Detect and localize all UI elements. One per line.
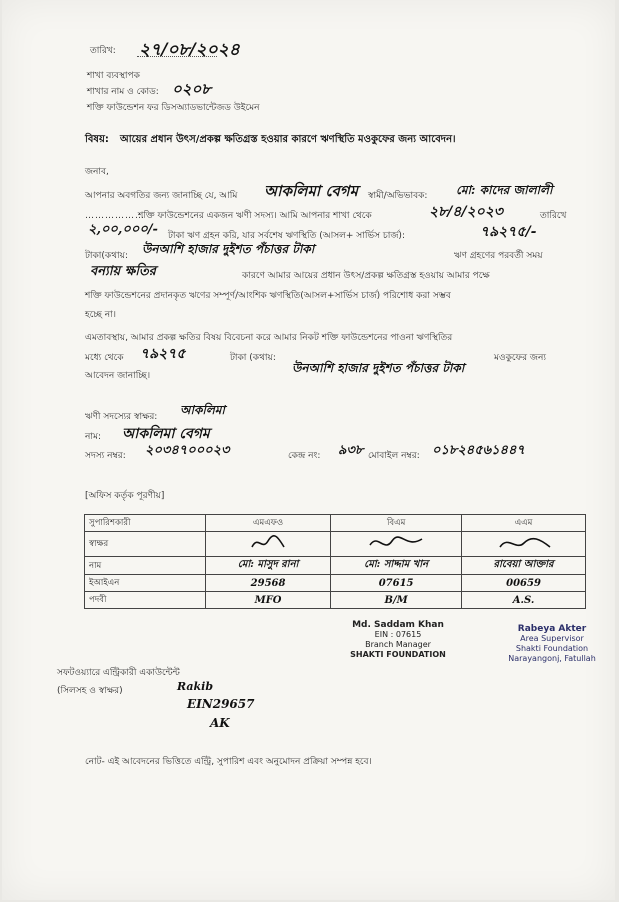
- dots-1: ………………: [85, 211, 145, 221]
- member-signature-label: ঋণী সদস্যের স্বাক্ষর:: [85, 412, 158, 422]
- row-label-signature: স্বাক্ষর: [85, 532, 206, 557]
- am-stamp-place: Narayangonj, Fatullah: [508, 654, 596, 663]
- table-row: [85, 532, 586, 557]
- bm-name: মো: সাদ্দাম খান: [331, 557, 462, 575]
- waiver-amount-hand: ৭৯২৭৫: [140, 346, 186, 362]
- body-p1-b: স্বামী/অভিভাবক:: [368, 191, 428, 201]
- bm-stamp: [336, 620, 460, 660]
- loan-amount-hand: ২,০০,০০০/-: [88, 222, 158, 237]
- am-stamp-name: Rabeya Akter: [517, 624, 587, 634]
- mfo-name: মো: মাসুদ রানা: [206, 557, 331, 575]
- am-signature: [462, 532, 586, 557]
- accountant-sign-3: AK: [210, 716, 230, 730]
- branch-label: শাখার নাম ও কোড:: [87, 87, 159, 97]
- body-p2-e: আবেদন জানাচ্ছি।: [85, 371, 151, 381]
- center-label: কেন্দ্র নং:: [288, 451, 321, 461]
- balance-hand: ৭৯২৭৫/-: [480, 224, 537, 240]
- am-name: রাবেয়া আক্তার: [462, 557, 586, 575]
- salutation: জনাব,: [85, 167, 109, 177]
- am-ein: 00659: [462, 575, 586, 592]
- table-row: [85, 592, 586, 609]
- body-p1-f: টাকা(কথায়:: [85, 251, 128, 261]
- body-p1-c: শক্তি ফাউন্ডেশনের একজন ঋণী সদস্য। আমি আপনার শাখা থেকে: [138, 211, 372, 221]
- member-name-value: আকলিমা বেগম: [122, 426, 210, 442]
- subject-label: বিষয়:: [85, 134, 109, 145]
- row-label-ein: ইআইএন: [85, 575, 206, 592]
- body-p1-j: হচ্ছে না।: [85, 310, 116, 320]
- am-stamp-org: Shakti Foundation: [515, 644, 589, 653]
- accountant-label: সফটওয়্যারে এন্ট্রিকারী একাউন্টেন্ট: [57, 668, 180, 678]
- accountant-sign-2: EIN29657: [187, 697, 255, 711]
- member-id-label: সদস্য নম্বর:: [85, 451, 126, 461]
- bm-signature: [331, 532, 462, 557]
- row-label-name: নাম: [85, 557, 206, 575]
- branch-value: ০২০৮: [172, 80, 211, 98]
- date-value: ২৭/০৮/২০২৪: [139, 40, 240, 60]
- mobile-label: মোবাইল নম্বর:: [368, 451, 420, 461]
- application-form: [2, 0, 615, 900]
- mfo-designation: MFO: [206, 592, 331, 609]
- body-p2-d: মওকুফের জন্য: [494, 353, 546, 363]
- bm-ein: 07615: [331, 575, 462, 592]
- mfo-signature: [206, 532, 331, 557]
- table-row: [85, 515, 586, 532]
- body-p2-a: এমতাবস্থায়, আমার প্রকল্প ক্ষতির বিষয় বিবেচনা করে আমার নিকট শক্তি ফাউন্ডেশনের পাওনা ঋণস্থিতির: [85, 333, 453, 343]
- org-line: শক্তি ফাউন্ডেশন ফর ডিসঅ্যাডভান্টেজড উইমেন: [87, 103, 260, 113]
- date-line: [137, 56, 217, 57]
- member-name-hand: আকলিমা বেগম: [264, 182, 358, 200]
- date-label: তারিখ:: [90, 46, 116, 56]
- col-header-bm: বিএম: [331, 515, 462, 532]
- member-name-label: নাম:: [85, 432, 102, 442]
- mfo-signature-mark: [248, 533, 288, 553]
- col-header-mfo: এমএফও: [206, 515, 331, 532]
- balance-words-hand: উনআশি হাজার দুইশত পঁচাত্তর টাকা: [142, 242, 315, 256]
- office-section-label: [অফিস কর্তৃক পূরণীয়]: [85, 491, 165, 501]
- reason-hand: বন্যায় ক্ষতির: [90, 264, 156, 279]
- am-stamp: [502, 624, 602, 664]
- mobile-value: ০১৮২৪৫৬১৪৪৭: [432, 443, 525, 458]
- bm-designation: B/M: [331, 592, 462, 609]
- bm-stamp-name: Md. Saddam Khan: [352, 620, 444, 630]
- body-p1-h: কারণে আমার আয়ের প্রধান উৎস/প্রকল্প ক্ষতিগ্রস্ত হওয়ায় আমার পক্ষে: [242, 271, 490, 281]
- body-p1-i: শক্তি ফাউন্ডেশনের প্রদানকৃত ঋণের সম্পূর্ণ/আংশিক ঋণস্থিতি(আসল+সার্ভিস চার্জ) পরিশোধ করা সম্ভব: [85, 291, 451, 301]
- mfo-ein: 29568: [206, 575, 331, 592]
- am-designation: A.S.: [462, 592, 586, 609]
- accountant-sign-1: Rakib: [177, 680, 214, 693]
- guardian-hand: মো: কাদের জালালী: [456, 183, 553, 197]
- waiver-words-hand: উনআশি হাজার দুইশত পঁচাত্তর টাকা: [292, 361, 465, 375]
- body-p2-c: টাকা (কথায়:: [230, 353, 276, 363]
- bm-stamp-ein: EIN : 07615: [374, 630, 422, 639]
- recommendation-table: [84, 514, 586, 609]
- body-p1-e: টাকা ঋণ গ্রহন করি, যার সর্বশেষ ঋণস্থিতি (আসল+ সার্ভিস চার্জ):: [168, 231, 405, 241]
- bm-stamp-title: Branch Manager: [365, 640, 431, 649]
- note: নোট- এই আবেদনের ভিত্তিতে এন্ট্রি, সুপারিশ এবং অনুমোদন প্রক্রিয়া সম্পন্ন হবে।: [85, 757, 372, 767]
- am-stamp-title: Area Supervisor: [520, 634, 584, 643]
- table-row: [85, 557, 586, 575]
- col-header-am: এএম: [462, 515, 586, 532]
- table-row: [85, 575, 586, 592]
- accountant-sub: (সিলসহ ও স্বাক্ষর): [57, 686, 123, 696]
- member-id-value: ২০৩৪৭০০০২৩: [145, 443, 230, 458]
- member-signature: আকলিমা: [180, 403, 225, 417]
- branch-manager-label: শাখা ব্যবস্থাপক: [87, 71, 140, 81]
- row-label-recommender: সুপারিশকারী: [85, 515, 206, 532]
- center-value: ৯৩৮: [338, 443, 364, 458]
- loan-date-hand: ২৮/৪/২০২৩: [429, 204, 503, 220]
- body-p2-b: মধ্যে থেকে: [85, 353, 124, 363]
- bm-signature-mark: [366, 533, 426, 553]
- row-label-designation: পদবী: [85, 592, 206, 609]
- body-p1-g: ঋণ গ্রহণের পরবর্তী সময়: [454, 251, 543, 261]
- body-p1-d: তারিখে: [540, 211, 567, 221]
- subject-text: আয়ের প্রধান উৎস/প্রকল্প ক্ষতিগ্রস্ত হওয়ার কারণে ঋণস্থিতি মওকুফের জন্য আবেদন।: [120, 134, 456, 145]
- bm-stamp-org: SHAKTI FOUNDATION: [350, 650, 446, 659]
- body-p1-a: আপনার অবগতির জন্য জানাচ্ছি যে, আমি: [85, 191, 238, 201]
- am-signature-mark: [494, 533, 554, 553]
